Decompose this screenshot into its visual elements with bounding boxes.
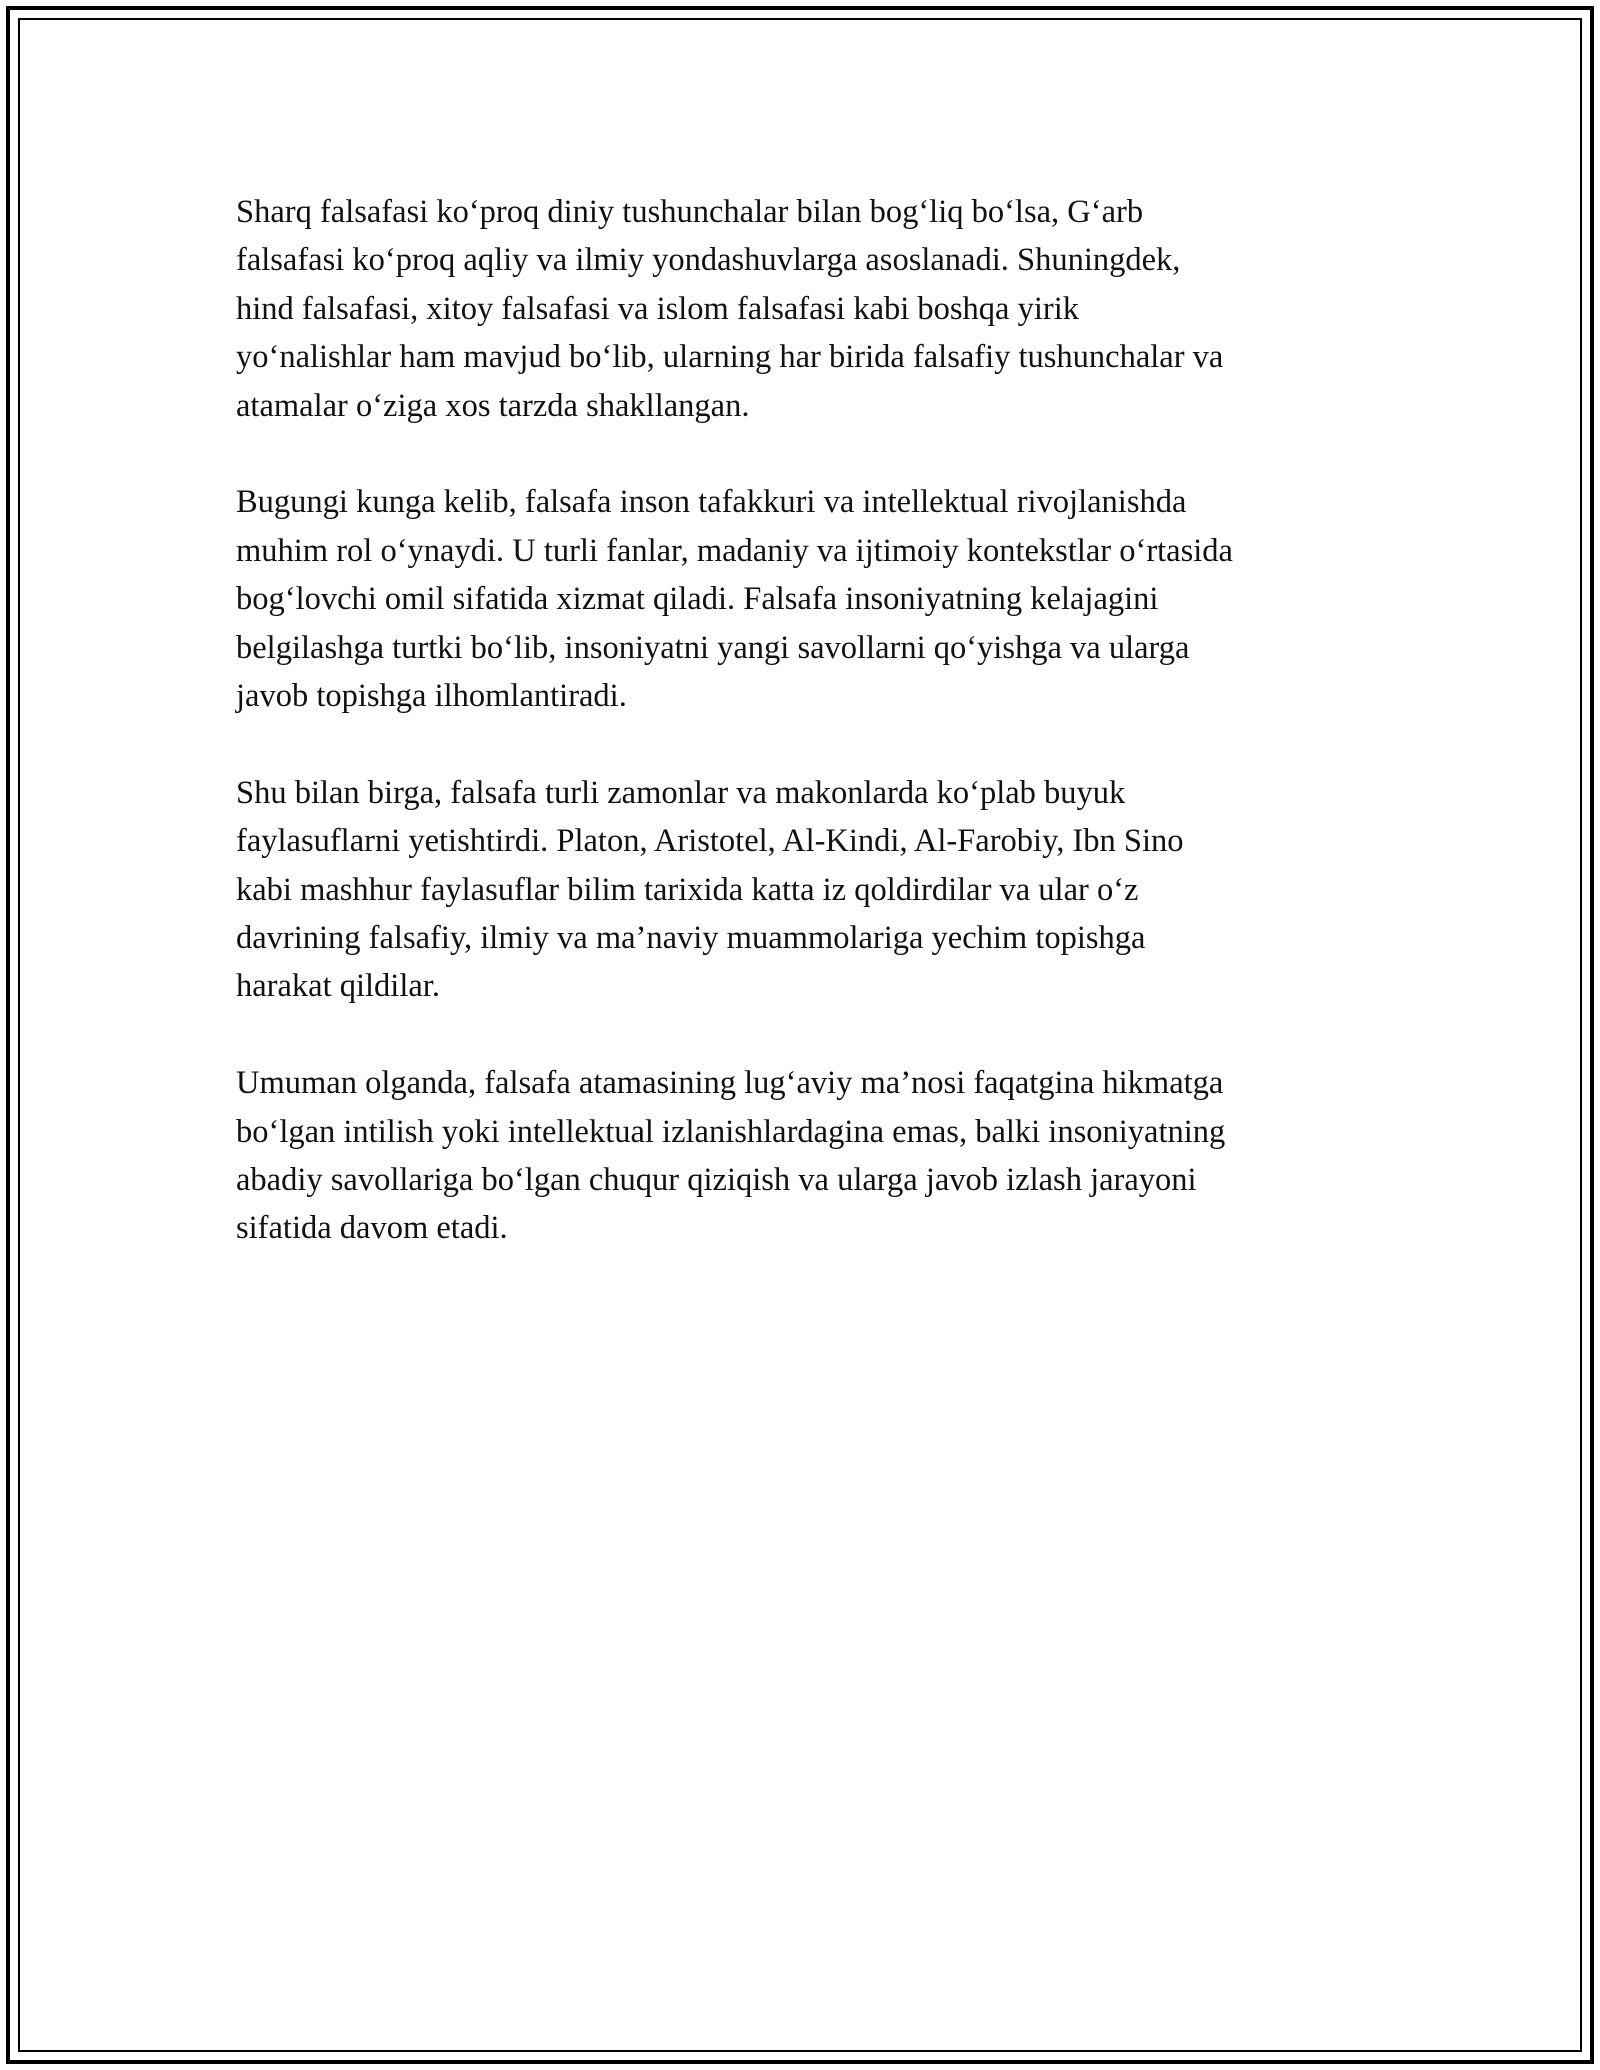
text-line: yo‘nalishlar ham mavjud bo‘lib, ularning har birida falsafiy tushunchalar va [236,339,1224,376]
paragraph-4 [236,1059,1396,1253]
document-body [236,188,1396,1301]
paragraph-2 [236,478,1396,720]
text-line: Umuman olganda, falsafa atamasining lug‘aviy ma’nosi faqatgina hikmatga [236,1065,1224,1102]
text-line: bog‘lovchi omil sifatida xizmat qiladi. Falsafa insoniyatning kelajagini [236,581,1159,618]
paragraph-3 [236,769,1396,1011]
text-line: Sharq falsafasi ko‘proq diniy tushunchalar bilan bog‘liq bo‘lsa, G‘arb [236,194,1144,230]
text-line: Shu bilan birga, falsafa turli zamonlar va makonlarda ko‘plab buyuk [236,774,1126,811]
paragraph-1 [236,188,1396,430]
text-line: javob topishga ilhomlantiradi. [236,678,627,715]
text-line: belgilashga turtki bo‘lib, insoniyatni yangi savollarni qo‘yishga va ularga [236,629,1190,666]
text-line: sifatida davom etadi. [236,1210,508,1247]
text-line: harakat qildilar. [236,968,440,1005]
text-line: Bugungi kunga kelib, falsafa inson tafakkuri va intellektual rivojlanishda [236,484,1187,521]
text-line: falsafasi ko‘proq aqliy va ilmiy yondashuvlarga asoslanadi. Shuningdek, [236,242,1181,279]
text-line: davrining falsafiy, ilmiy va ma’naviy muammolariga yechim topishga [236,920,1146,957]
text-line: muhim rol o‘ynaydi. U turli fanlar, madaniy va ijtimoiy kontekstlar o‘rtasida [236,532,1233,569]
text-line: hind falsafasi, xitoy falsafasi va islom falsafasi kabi boshqa yirik [236,290,1079,327]
text-line: kabi mashhur faylasuflar bilim tarixida katta iz qoldirdilar va ular o‘z [236,871,1139,908]
text-line: abadiy savollariga bo‘lgan chuqur qiziqish va ularga javob izlash jarayoni [236,1162,1197,1199]
text-line: atamalar o‘ziga xos tarzda shakllangan. [236,387,750,424]
text-line: bo‘lgan intilish yoki intellektual izlanishlardagina emas, balki insoniyatning [236,1113,1226,1150]
text-line: faylasuflarni yetishtirdi. Platon, Aristotel, Al-Kindi, Al-Farobiy, Ibn Sino [236,823,1184,860]
